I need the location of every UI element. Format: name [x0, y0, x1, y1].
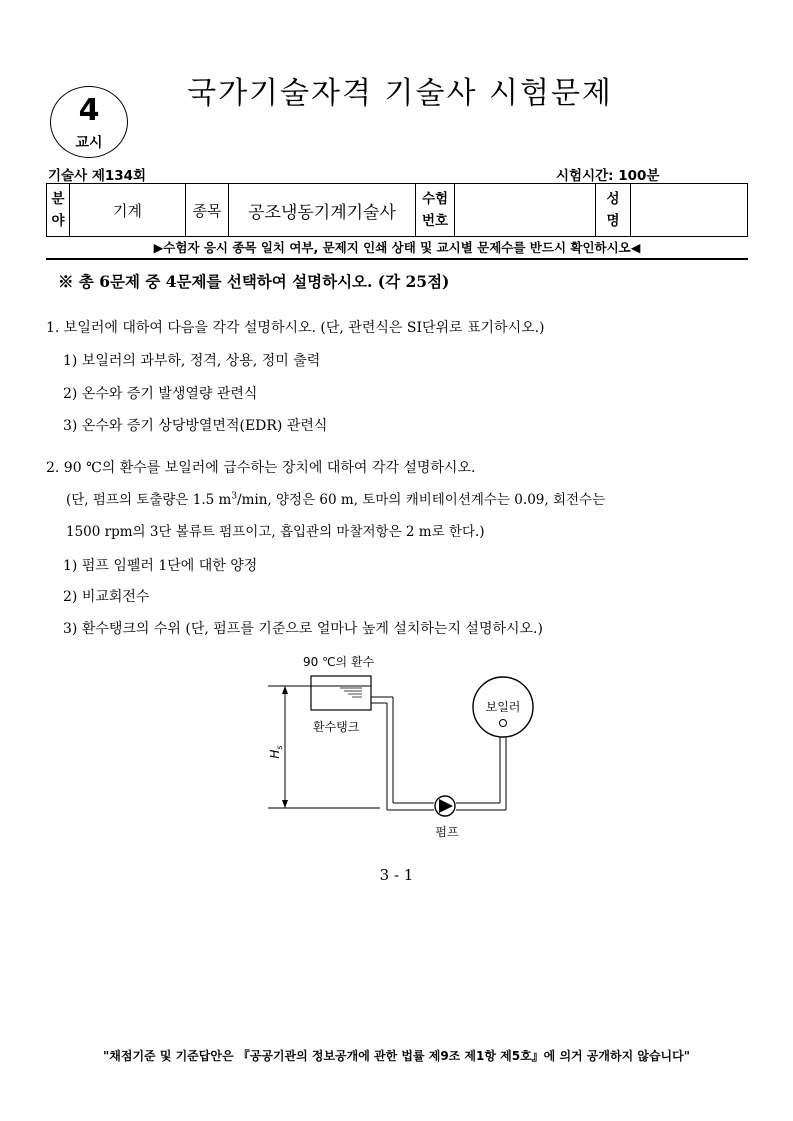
- exam-time: 시험시간: 100분: [556, 168, 660, 184]
- footer-notice: "채점기준 및 기준답안은 『공공기관의 정보공개에 관한 법률 제9조 제1항 제5호』에 의거 공개하지 않습니다": [103, 1049, 690, 1063]
- question-2-item-3: 3) 환수탱크의 수위 (단, 펌프를 기준으로 얼마나 높게 설치하는지 설명하시오.): [63, 621, 543, 637]
- category-label: 종목: [186, 184, 229, 237]
- field-value: 기계: [70, 184, 186, 237]
- page-title: 국가기술자격 기술사 시험문제: [187, 76, 613, 111]
- arrow-down-icon: [282, 800, 288, 808]
- question-1: 1. 보일러에 대하여 다음을 각각 설명하시오. (단, 관련식은 SI단위로 표기하시오.): [46, 320, 545, 336]
- question-1-item-2: 2) 온수와 증기 발생열량 관련식: [63, 386, 258, 402]
- exam-round: 기술사 제134회: [48, 168, 147, 184]
- tank-label: 환수탱크: [313, 720, 360, 734]
- height-label: $H_s$: [268, 745, 284, 759]
- instruction: ※ 총 6문제 중 4문제를 선택하여 설명하시오. (각 25점): [58, 272, 450, 291]
- question-2-condition-1: (단, 펌프의 토출량은 1.5 $m^3/\min$, 양정은 60 m, 토마의 캐비테이션계수는 0.09, 회전수는: [66, 491, 606, 508]
- question-1-item-1: 1) 보일러의 과부하, 정격, 상용, 정미 출력: [63, 353, 321, 369]
- question-2: 2. 90 ℃의 환수를 보일러에 급수하는 장치에 대하여 각각 설명하시오.: [46, 460, 476, 476]
- exam-number-label: 수험 번호: [416, 184, 455, 237]
- page-number: 3 - 1: [379, 866, 414, 884]
- boiler-label: 보일러: [485, 700, 521, 714]
- question-2-item-1: 1) 펌프 임펠러 1단에 대한 양정: [63, 558, 258, 574]
- question-2-item-2: 2) 비교회전수: [63, 589, 150, 605]
- return-tank: [311, 676, 371, 710]
- category-value: 공조냉동기계기술사: [229, 184, 416, 237]
- arrow-up-icon: [282, 686, 288, 694]
- field-label: 분 야: [47, 184, 70, 237]
- name-label: 성 명: [596, 184, 631, 237]
- pump-label: 펌프: [435, 825, 459, 839]
- session-label: 교시: [75, 135, 103, 151]
- boiler-inlet: [500, 720, 507, 727]
- question-1-item-3: 3) 온수와 증기 상당방열면적(EDR) 관련식: [63, 418, 328, 434]
- notice: ▶수험자 응시 종목 일치 여부, 문제지 인쇄 상태 및 교시별 문제수를 반드시 확인하시오◀: [153, 240, 641, 255]
- question-2-condition-2: 1500 rpm의 3단 볼류트 펌프이고, 흡입관의 마찰저항은 2 m로 한다.): [66, 524, 485, 540]
- water-label: 90 ℃의 환수: [303, 655, 375, 669]
- session-number: 4: [78, 93, 100, 128]
